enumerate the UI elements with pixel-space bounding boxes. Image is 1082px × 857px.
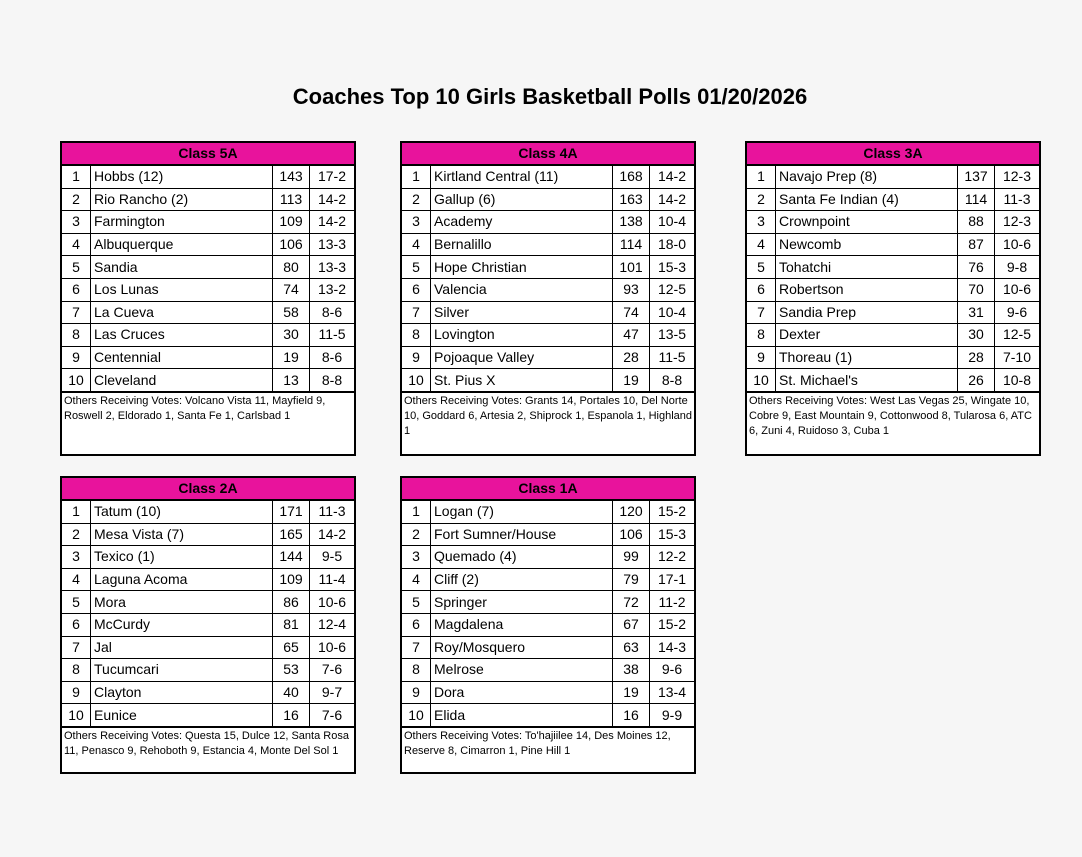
rank-cell: 1 <box>402 501 431 523</box>
team-cell: Las Cruces <box>91 324 273 347</box>
others-receiving-votes: Others Receiving Votes: Questa 15, Dulce 12, Santa Rosa 11, Penasco 9, Rehoboth 9, Estancia 4, Monte Del Sol 1 <box>64 729 349 757</box>
table-row <box>402 324 694 347</box>
record-cell: 8-8 <box>310 369 355 392</box>
rank-cell: 6 <box>402 278 431 301</box>
rank-cell: 2 <box>402 188 431 211</box>
table-row <box>747 369 1039 392</box>
team-cell: Springer <box>431 591 613 614</box>
points-cell: 86 <box>273 591 310 614</box>
table-row <box>747 233 1039 256</box>
rank-cell: 4 <box>62 233 91 256</box>
poll-class-5a <box>60 141 356 456</box>
rank-cell: 7 <box>747 301 776 324</box>
table-row <box>402 659 694 682</box>
record-cell: 10-4 <box>650 211 695 234</box>
record-cell: 10-6 <box>310 636 355 659</box>
points-cell: 114 <box>613 233 650 256</box>
record-cell: 13-3 <box>310 256 355 279</box>
rank-cell: 1 <box>62 166 91 188</box>
table-row <box>62 659 354 682</box>
record-cell: 10-8 <box>995 369 1040 392</box>
rank-cell: 9 <box>747 346 776 369</box>
poll-class-3a <box>745 141 1041 456</box>
record-cell: 14-2 <box>650 166 695 188</box>
record-cell: 9-9 <box>650 704 695 727</box>
points-cell: 31 <box>958 301 995 324</box>
team-cell: Academy <box>431 211 613 234</box>
team-cell: Roy/Mosquero <box>431 636 613 659</box>
team-cell: Jal <box>91 636 273 659</box>
others-receiving-votes: Others Receiving Votes: Volcano Vista 11, Mayfield 9, Roswell 2, Eldorado 1, Santa Fe 1, Carlsbad 1 <box>64 394 326 422</box>
team-cell: Clayton <box>91 681 273 704</box>
record-cell: 13-2 <box>310 278 355 301</box>
rank-cell: 8 <box>747 324 776 347</box>
table-row <box>62 501 354 523</box>
team-cell: Texico (1) <box>91 546 273 569</box>
record-cell: 14-2 <box>310 188 355 211</box>
points-cell: 13 <box>273 369 310 392</box>
points-cell: 47 <box>613 324 650 347</box>
team-cell: Thoreau (1) <box>776 346 958 369</box>
rank-cell: 10 <box>402 369 431 392</box>
rank-cell: 5 <box>62 591 91 614</box>
record-cell: 7-10 <box>995 346 1040 369</box>
table-row <box>402 369 694 392</box>
rank-cell: 5 <box>62 256 91 279</box>
rank-cell: 4 <box>402 568 431 591</box>
poll-table <box>402 166 694 393</box>
points-cell: 113 <box>273 188 310 211</box>
table-row <box>402 636 694 659</box>
record-cell: 10-6 <box>995 233 1040 256</box>
points-cell: 30 <box>958 324 995 347</box>
team-cell: Farmington <box>91 211 273 234</box>
points-cell: 88 <box>958 211 995 234</box>
record-cell: 9-6 <box>650 659 695 682</box>
table-row <box>62 166 354 188</box>
points-cell: 74 <box>273 278 310 301</box>
record-cell: 15-2 <box>650 501 695 523</box>
team-cell: Navajo Prep (8) <box>776 166 958 188</box>
table-row <box>62 636 354 659</box>
record-cell: 14-3 <box>650 636 695 659</box>
points-cell: 38 <box>613 659 650 682</box>
team-cell: Crownpoint <box>776 211 958 234</box>
page-title: Coaches Top 10 Girls Basketball Polls 01/20/2026 <box>292 84 808 109</box>
poll-header: Class 4A <box>402 143 694 166</box>
record-cell: 10-6 <box>310 591 355 614</box>
poll-class-2a <box>60 476 356 774</box>
team-cell: Sandia <box>91 256 273 279</box>
team-cell: Dexter <box>776 324 958 347</box>
record-cell: 11-3 <box>995 188 1040 211</box>
rank-cell: 9 <box>402 681 431 704</box>
points-cell: 76 <box>958 256 995 279</box>
rank-cell: 8 <box>402 659 431 682</box>
record-cell: 8-8 <box>650 369 695 392</box>
table-row <box>747 256 1039 279</box>
points-cell: 16 <box>613 704 650 727</box>
team-cell: Sandia Prep <box>776 301 958 324</box>
table-row <box>62 211 354 234</box>
record-cell: 14-2 <box>310 211 355 234</box>
team-cell: Kirtland Central (11) <box>431 166 613 188</box>
points-cell: 165 <box>273 523 310 546</box>
team-cell: Cleveland <box>91 369 273 392</box>
points-cell: 63 <box>613 636 650 659</box>
points-cell: 163 <box>613 188 650 211</box>
record-cell: 11-3 <box>310 501 355 523</box>
rank-cell: 3 <box>747 211 776 234</box>
points-cell: 93 <box>613 278 650 301</box>
rank-cell: 8 <box>62 659 91 682</box>
record-cell: 17-1 <box>650 568 695 591</box>
team-cell: Elida <box>431 704 613 727</box>
record-cell: 14-2 <box>650 188 695 211</box>
points-cell: 168 <box>613 166 650 188</box>
record-cell: 9-5 <box>310 546 355 569</box>
rank-cell: 7 <box>62 636 91 659</box>
team-cell: Lovington <box>431 324 613 347</box>
table-row <box>402 346 694 369</box>
team-cell: Centennial <box>91 346 273 369</box>
poll-table <box>62 166 354 393</box>
team-cell: Hobbs (12) <box>91 166 273 188</box>
team-cell: Tucumcari <box>91 659 273 682</box>
rank-cell: 10 <box>62 369 91 392</box>
record-cell: 11-5 <box>650 346 695 369</box>
poll-header: Class 5A <box>62 143 354 166</box>
record-cell: 7-6 <box>310 659 355 682</box>
table-row <box>62 568 354 591</box>
team-cell: Cliff (2) <box>431 568 613 591</box>
table-row <box>62 301 354 324</box>
rank-cell: 1 <box>747 166 776 188</box>
team-cell: Hope Christian <box>431 256 613 279</box>
team-cell: St. Michael's <box>776 369 958 392</box>
table-row <box>62 188 354 211</box>
team-cell: Valencia <box>431 278 613 301</box>
table-row <box>402 256 694 279</box>
points-cell: 19 <box>273 346 310 369</box>
points-cell: 30 <box>273 324 310 347</box>
table-row <box>402 546 694 569</box>
table-row <box>62 324 354 347</box>
rank-cell: 8 <box>62 324 91 347</box>
table-row <box>62 256 354 279</box>
record-cell: 8-6 <box>310 301 355 324</box>
rank-cell: 5 <box>747 256 776 279</box>
rank-cell: 9 <box>62 681 91 704</box>
points-cell: 74 <box>613 301 650 324</box>
record-cell: 11-2 <box>650 591 695 614</box>
rank-cell: 6 <box>62 613 91 636</box>
points-cell: 19 <box>613 369 650 392</box>
points-cell: 171 <box>273 501 310 523</box>
team-cell: Fort Sumner/House <box>431 523 613 546</box>
table-row <box>747 324 1039 347</box>
points-cell: 138 <box>613 211 650 234</box>
record-cell: 11-5 <box>310 324 355 347</box>
team-cell: Pojoaque Valley <box>431 346 613 369</box>
rank-cell: 3 <box>402 546 431 569</box>
team-cell: Magdalena <box>431 613 613 636</box>
points-cell: 67 <box>613 613 650 636</box>
team-cell: Robertson <box>776 278 958 301</box>
points-cell: 101 <box>613 256 650 279</box>
rank-cell: 6 <box>402 613 431 636</box>
rank-cell: 3 <box>402 211 431 234</box>
poll-class-1a <box>400 476 696 774</box>
rank-cell: 5 <box>402 591 431 614</box>
table-row <box>747 166 1039 188</box>
table-row <box>62 369 354 392</box>
poll-class-4a <box>400 141 696 456</box>
table-row <box>402 613 694 636</box>
rank-cell: 7 <box>402 301 431 324</box>
points-cell: 58 <box>273 301 310 324</box>
table-row <box>62 613 354 636</box>
points-cell: 19 <box>613 681 650 704</box>
table-row <box>402 166 694 188</box>
others-receiving-votes: Others Receiving Votes: Grants 14, Portales 10, Del Norte 10, Goddard 6, Artesia 2, Shiprock 1, Espanola 1, Highland 1 <box>404 394 693 437</box>
team-cell: Quemado (4) <box>431 546 613 569</box>
points-cell: 28 <box>613 346 650 369</box>
table-row <box>62 233 354 256</box>
poll-header: Class 1A <box>402 478 694 501</box>
table-row <box>62 681 354 704</box>
poll-table <box>62 501 354 728</box>
record-cell: 9-8 <box>995 256 1040 279</box>
points-cell: 40 <box>273 681 310 704</box>
points-cell: 80 <box>273 256 310 279</box>
record-cell: 18-0 <box>650 233 695 256</box>
points-cell: 26 <box>958 369 995 392</box>
others-receiving-votes: Others Receiving Votes: West Las Vegas 25, Wingate 10, Cobre 9, East Mountain 9, Cottonwood 8, Tularosa 6, ATC 6, Zuni 4, Ruidoso 3, Cuba 1 <box>749 394 1032 437</box>
table-row <box>402 568 694 591</box>
record-cell: 11-4 <box>310 568 355 591</box>
rank-cell: 3 <box>62 546 91 569</box>
record-cell: 15-3 <box>650 523 695 546</box>
table-row <box>402 523 694 546</box>
points-cell: 87 <box>958 233 995 256</box>
record-cell: 12-4 <box>310 613 355 636</box>
rank-cell: 4 <box>747 233 776 256</box>
team-cell: Dora <box>431 681 613 704</box>
points-cell: 120 <box>613 501 650 523</box>
table-row <box>402 211 694 234</box>
rank-cell: 9 <box>62 346 91 369</box>
team-cell: Bernalillo <box>431 233 613 256</box>
record-cell: 14-2 <box>310 523 355 546</box>
team-cell: McCurdy <box>91 613 273 636</box>
rank-cell: 1 <box>62 501 91 523</box>
points-cell: 137 <box>958 166 995 188</box>
table-row <box>402 681 694 704</box>
points-cell: 106 <box>273 233 310 256</box>
team-cell: Rio Rancho (2) <box>91 188 273 211</box>
points-cell: 28 <box>958 346 995 369</box>
team-cell: Mesa Vista (7) <box>91 523 273 546</box>
rank-cell: 4 <box>402 233 431 256</box>
table-row <box>62 591 354 614</box>
team-cell: Laguna Acoma <box>91 568 273 591</box>
points-cell: 79 <box>613 568 650 591</box>
points-cell: 109 <box>273 211 310 234</box>
record-cell: 13-5 <box>650 324 695 347</box>
points-cell: 81 <box>273 613 310 636</box>
points-cell: 99 <box>613 546 650 569</box>
record-cell: 9-7 <box>310 681 355 704</box>
record-cell: 7-6 <box>310 704 355 727</box>
record-cell: 15-3 <box>650 256 695 279</box>
table-row <box>62 546 354 569</box>
rank-cell: 10 <box>747 369 776 392</box>
rank-cell: 6 <box>747 278 776 301</box>
record-cell: 13-3 <box>310 233 355 256</box>
poll-header: Class 3A <box>747 143 1039 166</box>
others-receiving-votes: Others Receiving Votes: To'hajiilee 14, Des Moines 12, Reserve 8, Cimarron 1, Pine Hill 1 <box>404 729 671 757</box>
table-row <box>402 501 694 523</box>
record-cell: 12-5 <box>650 278 695 301</box>
rank-cell: 2 <box>402 523 431 546</box>
poll-table <box>402 501 694 728</box>
points-cell: 72 <box>613 591 650 614</box>
rank-cell: 7 <box>62 301 91 324</box>
poll-header: Class 2A <box>62 478 354 501</box>
table-row <box>62 346 354 369</box>
team-cell: Albuquerque <box>91 233 273 256</box>
team-cell: Los Lunas <box>91 278 273 301</box>
team-cell: Silver <box>431 301 613 324</box>
team-cell: Tohatchi <box>776 256 958 279</box>
rank-cell: 10 <box>402 704 431 727</box>
rank-cell: 3 <box>62 211 91 234</box>
rank-cell: 8 <box>402 324 431 347</box>
table-row <box>402 188 694 211</box>
table-row <box>62 278 354 301</box>
points-cell: 144 <box>273 546 310 569</box>
points-cell: 70 <box>958 278 995 301</box>
points-cell: 16 <box>273 704 310 727</box>
record-cell: 15-2 <box>650 613 695 636</box>
record-cell: 8-6 <box>310 346 355 369</box>
rank-cell: 7 <box>402 636 431 659</box>
rank-cell: 2 <box>747 188 776 211</box>
table-row <box>62 704 354 727</box>
record-cell: 13-4 <box>650 681 695 704</box>
table-row <box>747 211 1039 234</box>
rank-cell: 6 <box>62 278 91 301</box>
record-cell: 12-3 <box>995 211 1040 234</box>
table-row <box>62 523 354 546</box>
poll-table <box>747 166 1039 393</box>
record-cell: 17-2 <box>310 166 355 188</box>
team-cell: Santa Fe Indian (4) <box>776 188 958 211</box>
record-cell: 10-6 <box>995 278 1040 301</box>
team-cell: Gallup (6) <box>431 188 613 211</box>
record-cell: 9-6 <box>995 301 1040 324</box>
rank-cell: 4 <box>62 568 91 591</box>
table-row <box>402 704 694 727</box>
points-cell: 53 <box>273 659 310 682</box>
rank-cell: 5 <box>402 256 431 279</box>
team-cell: Logan (7) <box>431 501 613 523</box>
points-cell: 114 <box>958 188 995 211</box>
rank-cell: 1 <box>402 166 431 188</box>
points-cell: 143 <box>273 166 310 188</box>
table-row <box>747 278 1039 301</box>
points-cell: 65 <box>273 636 310 659</box>
rank-cell: 10 <box>62 704 91 727</box>
rank-cell: 2 <box>62 188 91 211</box>
record-cell: 12-2 <box>650 546 695 569</box>
team-cell: Tatum (10) <box>91 501 273 523</box>
table-row <box>747 301 1039 324</box>
points-cell: 106 <box>613 523 650 546</box>
team-cell: St. Pius X <box>431 369 613 392</box>
table-row <box>402 301 694 324</box>
team-cell: Eunice <box>91 704 273 727</box>
table-row <box>402 233 694 256</box>
rank-cell: 9 <box>402 346 431 369</box>
table-row <box>402 278 694 301</box>
points-cell: 109 <box>273 568 310 591</box>
team-cell: Newcomb <box>776 233 958 256</box>
rank-cell: 2 <box>62 523 91 546</box>
record-cell: 10-4 <box>650 301 695 324</box>
table-row <box>747 188 1039 211</box>
table-row <box>402 591 694 614</box>
team-cell: Mora <box>91 591 273 614</box>
record-cell: 12-3 <box>995 166 1040 188</box>
record-cell: 12-5 <box>995 324 1040 347</box>
team-cell: La Cueva <box>91 301 273 324</box>
team-cell: Melrose <box>431 659 613 682</box>
table-row <box>747 346 1039 369</box>
